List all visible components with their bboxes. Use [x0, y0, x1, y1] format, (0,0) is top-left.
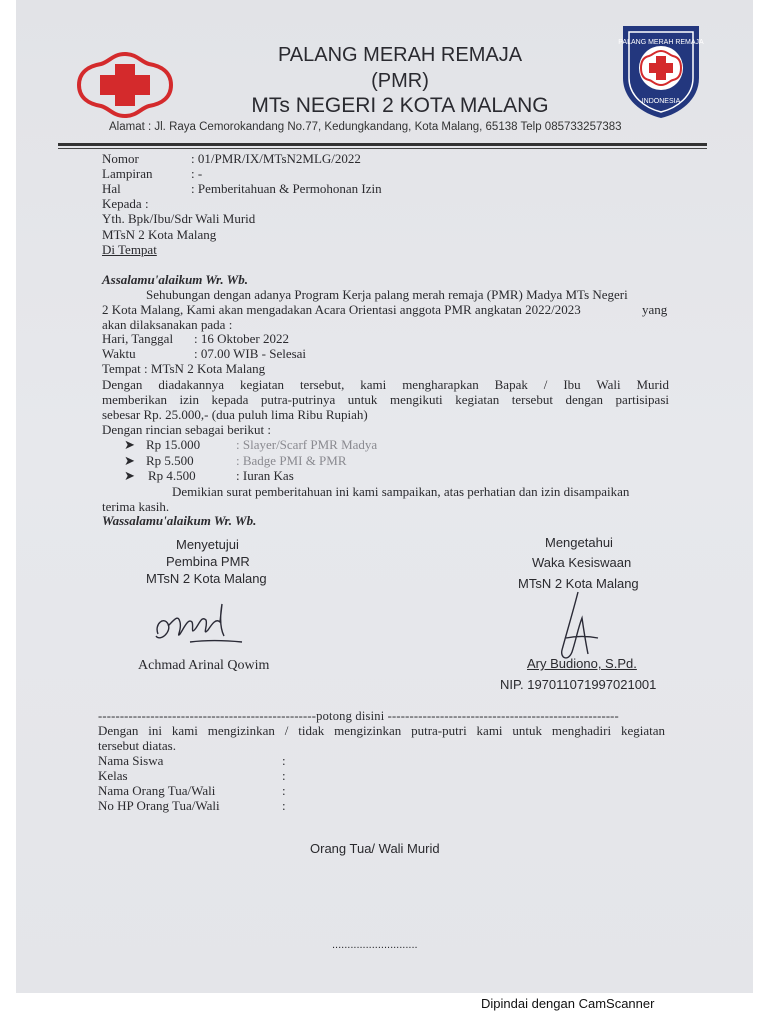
slip-statement-line1: Dengan ini kami mengizinkan / tidak mengizinkan putra-putri kami untuk menghadiri kegiatan: [98, 723, 665, 738]
cut-line: --------------------------------------------------potong disini -----------------------------------------------------: [98, 709, 619, 723]
slip-field-colon: :: [282, 768, 286, 783]
letterhead-rule-thick: [58, 143, 707, 146]
lampiran-label: Lampiran: [102, 166, 153, 181]
farewell: Wassalamu'alaikum Wr. Wb.: [102, 513, 257, 528]
org-name-line3: MTs NEGERI 2 KOTA MALANG: [251, 94, 549, 117]
right-sign-role3: MTsN 2 Kota Malang: [518, 576, 639, 591]
closing-line1: Demikian surat pemberitahuan ini kami sampaikan, atas perhatian dan izin disampaikan: [172, 484, 630, 499]
left-sign-role3: MTsN 2 Kota Malang: [146, 571, 267, 586]
org-name-line1: PALANG MERAH REMAJA: [277, 44, 523, 66]
left-sign-role2: Pembina PMR: [166, 554, 250, 569]
slip-statement-line2: tersebut diatas.: [98, 738, 176, 753]
paragraph2-line1: Dengan diadakannya kegiatan tersebut, kami mengharapkan Bapak / Ibu Wali Murid: [102, 377, 669, 392]
place-line: Tempat : MTsN 2 Kota Malang: [102, 361, 266, 376]
slip-field-label: Nama Siswa: [98, 753, 164, 768]
right-sign-role1: Mengetahui: [545, 535, 613, 550]
left-signature-icon: [150, 596, 246, 656]
camscanner-footer: Dipindai dengan CamScanner: [481, 996, 655, 1011]
item-desc: : Badge PMI & PMR: [236, 453, 347, 468]
item-amount: Rp 4.500: [148, 468, 196, 483]
right-signer-name: Ary Budiono, S.Pd.: [527, 656, 637, 671]
nomor-label: Nomor: [102, 151, 139, 166]
recipient-school: MTsN 2 Kota Malang: [102, 227, 217, 242]
item-desc: : Slayer/Scarf PMR Madya: [236, 437, 378, 452]
time-label: Waktu: [102, 346, 136, 361]
slip-field-colon: :: [282, 783, 286, 798]
bullet-arrow-icon: ➤: [124, 468, 135, 483]
right-signer-nip: NIP. 197011071997021001: [500, 677, 657, 692]
left-sign-role1: Menyetujui: [176, 537, 239, 552]
item-amount: Rp 15.000: [146, 437, 201, 452]
paragraph2-line2: memberikan izin kepada putra-putrinya untuk mengikuti kegiatan tersebut dengan partisipasi: [102, 392, 669, 407]
slip-field-label: No HP Orang Tua/Wali: [98, 798, 220, 813]
slip-sign-dots: ............................: [332, 939, 418, 951]
paragraph1-line2-tail: yang: [642, 302, 668, 317]
badge-bottom-text: INDONESIA: [641, 98, 681, 105]
left-signer-name: Achmad Arinal Qowim: [138, 658, 270, 673]
date-label: Hari, Tanggal: [102, 331, 174, 346]
recipient-place: Di Tempat: [102, 242, 157, 257]
letterhead-rule-thin: [58, 148, 707, 149]
item-desc: : Iuran Kas: [236, 468, 294, 483]
recipient-yth: Yth. Bpk/Ibu/Sdr Wali Murid: [102, 211, 256, 226]
bullet-arrow-icon: ➤: [124, 453, 135, 468]
right-sign-role2: Waka Kesiswaan: [532, 555, 632, 570]
paragraph2-line3: sebesar Rp. 25.000,- (dua puluh lima Ribu Rupiah): [102, 407, 368, 422]
nomor-value: : 01/PMR/IX/MTsN2MLG/2022: [191, 151, 361, 166]
slip-field-colon: :: [282, 798, 286, 813]
slip-field-label: Nama Orang Tua/Wali: [98, 783, 216, 798]
badge-top-text: PALANG MERAH REMAJA: [618, 39, 704, 46]
time-value: : 07.00 WIB - Selesai: [194, 346, 307, 361]
greeting: Assalamu'alaikum Wr. Wb.: [102, 272, 248, 287]
rincian-heading: Dengan rincian sebagai berikut :: [102, 422, 271, 437]
paragraph1-line2: 2 Kota Malang, Kami akan mengadakan Acara Orientasi anggota PMR angkatan 2022/2023: [102, 302, 581, 317]
kepada-label: Kepada :: [102, 196, 149, 211]
item-amount: Rp 5.500: [146, 453, 194, 468]
slip-field-label: Kelas: [98, 768, 128, 783]
paragraph1-line1: Sehubungan dengan adanya Program Kerja palang merah remaja (PMR) Madya MTs Negeri: [146, 287, 628, 302]
palang-merah-logo-icon: [71, 50, 179, 120]
org-name-line2: (PMR): [371, 70, 429, 92]
scanned-letter: [16, 0, 753, 993]
bullet-arrow-icon: ➤: [124, 437, 135, 452]
date-value: : 16 Oktober 2022: [194, 331, 289, 346]
slip-field-colon: :: [282, 753, 286, 768]
slip-signer-label: Orang Tua/ Wali Murid: [310, 841, 440, 856]
hal-label: Hal: [102, 181, 121, 196]
paragraph1-line3: akan dilaksanakan pada :: [102, 317, 233, 332]
hal-value: : Pemberitahuan & Permohonan Izin: [191, 181, 382, 196]
closing-line2: terima kasih.: [102, 499, 170, 514]
letterhead-address: Alamat : Jl. Raya Cemorokandang No.77, Kedungkandang, Kota Malang, 65138 Telp 085733257383: [109, 121, 622, 133]
lampiran-value: : -: [191, 166, 203, 181]
